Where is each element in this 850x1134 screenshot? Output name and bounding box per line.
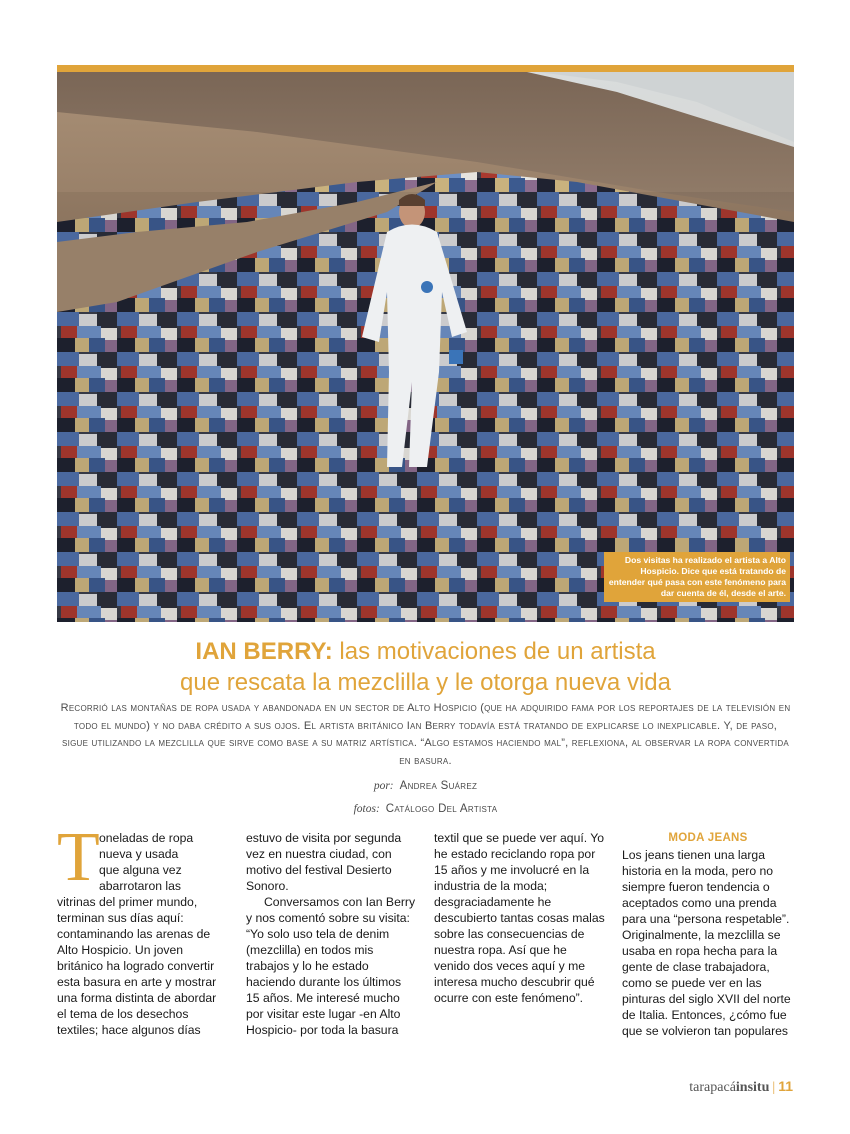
headline-line-1-rest: las motivaciones de un artista: [332, 638, 656, 665]
col4-paragraph: Los jeans tienen una larga historia en la moda, pero no siempre fueron tendencia o aceptados como una prenda para una “persona respetable”. Originalmente, la mezclilla se usaba en ropa hecha para la gente de clase trabajadora, como se puede ver en las pinturas del siglo XVII del norte de Italia. Entonces, ¿cómo fue que se volvieron tan populares: [622, 848, 791, 1038]
photos-label: fotos:: [353, 803, 380, 815]
top-accent-bar: [57, 65, 794, 72]
body-column-2: [246, 830, 418, 1038]
footer-brand-b: insitu: [735, 1080, 770, 1095]
photo-credit: [57, 803, 794, 815]
body-column-3: [434, 830, 606, 1006]
body-column-4: [622, 830, 794, 1039]
page-footer: [689, 1078, 793, 1096]
article-deck: Recorrió las montañas de ropa usada y abandonada en un sector de Alto Hospicio (que ha adquirido fama por los reportajes de la televisión en todo el mundo) y no daba crédito a sus ojos. El artista británico Ian Berry todavía está tratando de explicarse lo inexplicable. Y, de paso, sigue utilizando la mezclilla que sirve como base a su matriz artística. “Algo estamos haciendo mal”, reflexiona, al observar la ropa convertida en basura.: [60, 702, 791, 767]
col3-paragraph: textil que se puede ver aquí. Yo he estado reciclando ropa por 15 años y me involucré en la industria de la moda; desgraciadamente he descubierto tantas cosas malas sobre las consecuencias de nuestra ropa. Así que he venido dos veces aquí y me interesa mucho descubrir qué ocurre con este fenómeno”.: [434, 831, 605, 1005]
hero-photo: [57, 72, 794, 622]
col1-line-2: nueva y usada: [99, 847, 179, 861]
page-number: 11: [778, 1078, 793, 1094]
author-label: por:: [373, 780, 394, 792]
col1-line-1: oneladas de ropa: [99, 831, 194, 845]
clothing-dump-illustration: [57, 72, 794, 622]
author-name: Andrea Suárez: [399, 780, 478, 792]
col2-paragraph-2: Conversamos con Ian Berry y nos comentó sobre su visita: “Yo solo uso tela de denim (mezclilla) en todos mis trabajos y lo he estado haciendo durante los últimos 15 años. Me interesé mucho por visitar este lugar -en Alto Hospicio- por toda la basura: [246, 895, 416, 1037]
col2-paragraph-1: estuvo de visita por segunda vez en nuestra ciudad, con motivo del festival Desierto Sonoro.: [246, 831, 402, 893]
footer-separator: |: [772, 1080, 776, 1095]
col1-line-4: abarrotaron las: [99, 879, 181, 893]
headline-line-2: que rescata la mezclilla y le otorga nueva vida: [180, 669, 671, 696]
col1-paragraph: vitrinas del primer mundo, terminan sus días aquí: contaminando las arenas de Alto Hospicio. Un joven británico ha logrado convertir esta basura en arte y mostrar una forma distinta de abordar el tema de los desechos textiles; hace algunos días: [57, 895, 217, 1037]
section-heading-moda-jeans: MODA JEANS: [668, 832, 748, 844]
body-column-1: [57, 819, 229, 1038]
drop-cap: T: [57, 819, 100, 896]
author-credit: [57, 780, 794, 792]
headline-line-1: [57, 636, 794, 667]
col1-line-3: que alguna vez: [99, 863, 182, 877]
photo-caption: Dos visitas ha realizado el artista a Alto Hospicio. Dice que está tratando de entender qué pasa con este fenómeno para dar cuenta de él, desde el arte.: [604, 552, 790, 602]
headline-name: IAN BERRY:: [195, 638, 333, 665]
article-headline: [57, 636, 794, 698]
footer-brand-a: tarapacá: [689, 1080, 736, 1095]
photos-credit-name: Catálogo Del Artista: [385, 803, 498, 815]
